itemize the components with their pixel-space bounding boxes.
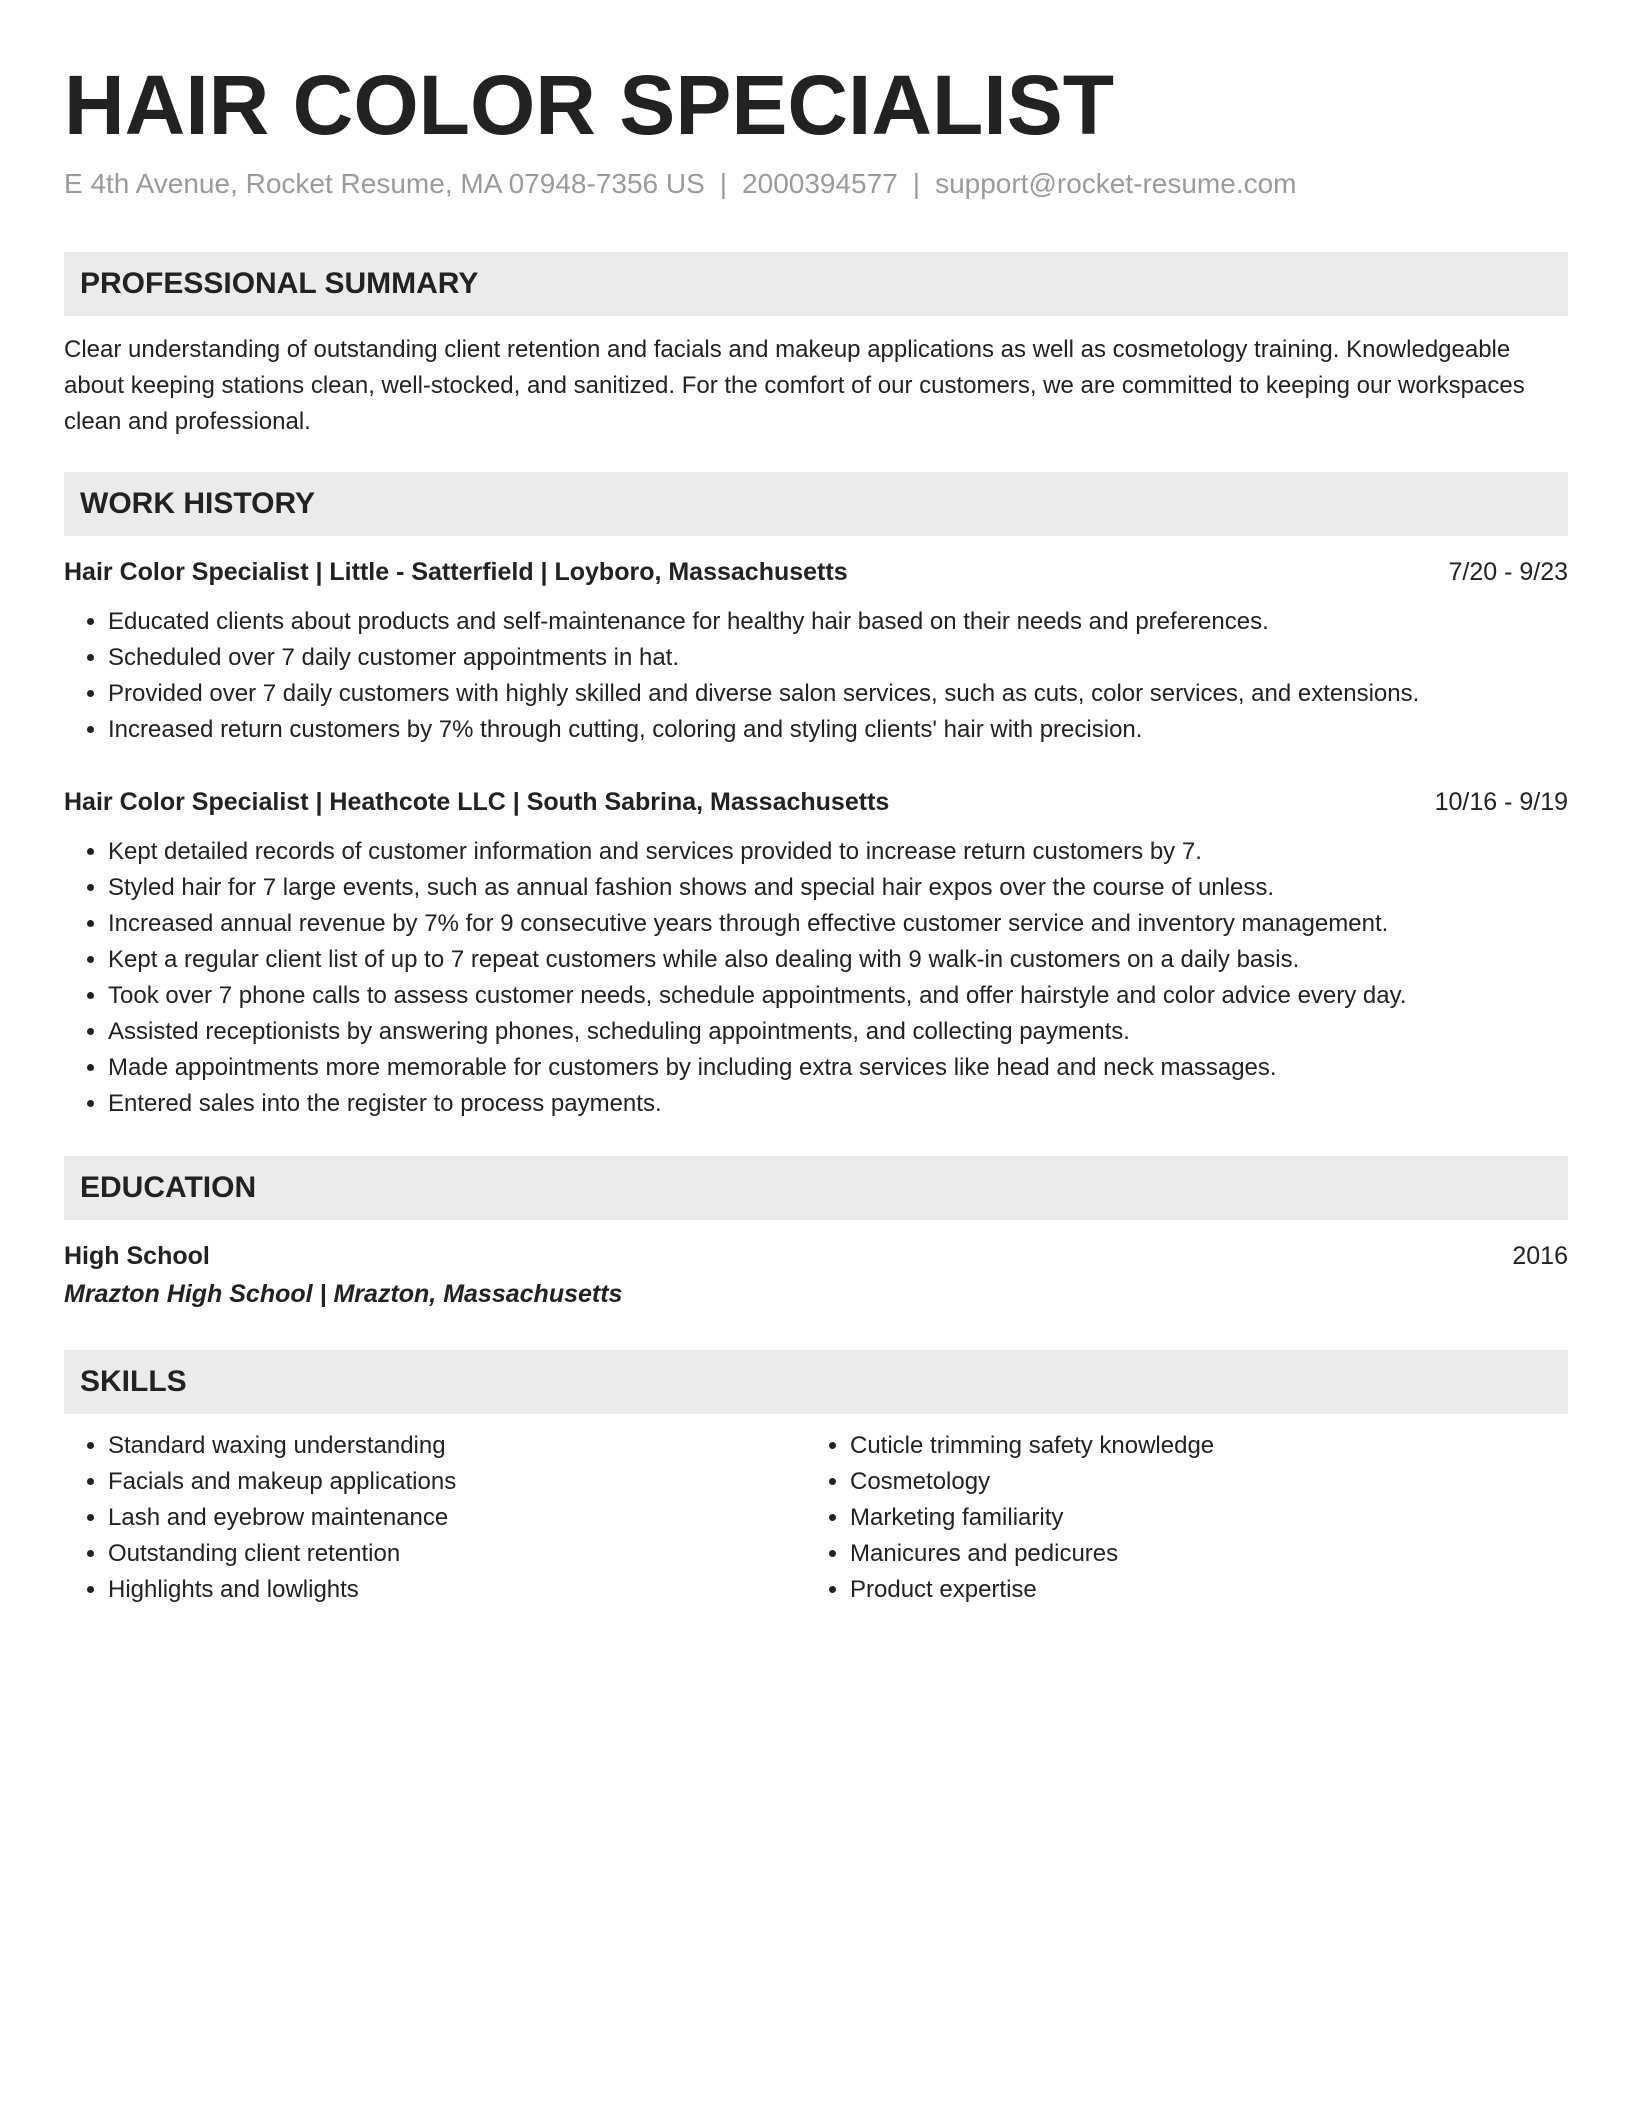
job-bullet: • Made appointments more memorable for customers by including extra services like head and neck massages. bbox=[108, 1050, 1568, 1086]
job-bullet: • Educated clients about products and self-maintenance for healthy hair based on their needs and preferences. bbox=[108, 604, 1568, 640]
skill-item: • Marketing familiarity bbox=[850, 1500, 1548, 1536]
skills-list-left bbox=[64, 1428, 806, 1608]
job-dates: 10/16 - 9/19 bbox=[1434, 788, 1568, 816]
job-header bbox=[64, 784, 1568, 820]
contact-line bbox=[64, 166, 1568, 202]
job-bullet: • Kept a regular client list of up to 7 repeat customers while also dealing with 9 walk-in customers on a daily basis. bbox=[108, 942, 1568, 978]
job-bullet-list bbox=[64, 604, 1568, 748]
section-heading-summary: PROFESSIONAL SUMMARY bbox=[64, 252, 1568, 316]
job-bullet: • Took over 7 phone calls to assess customer needs, schedule appointments, and offer hairstyle and color advice every day. bbox=[108, 978, 1568, 1014]
skill-item: • Manicures and pedicures bbox=[850, 1536, 1548, 1572]
job-entry bbox=[64, 554, 1568, 748]
section-heading-work-history: WORK HISTORY bbox=[64, 472, 1568, 536]
job-dates: 7/20 - 9/23 bbox=[1448, 558, 1568, 586]
job-bullet: • Entered sales into the register to process payments. bbox=[108, 1086, 1568, 1122]
section-heading-education: EDUCATION bbox=[64, 1156, 1568, 1220]
education-degree: High School bbox=[64, 1242, 210, 1270]
contact-separator: | bbox=[719, 168, 728, 199]
education-year: 2016 bbox=[1512, 1242, 1568, 1270]
education-school: Mrazton High School | Mrazton, Massachusetts bbox=[64, 1280, 623, 1308]
education-entry bbox=[64, 1238, 1568, 1274]
job-bullet: • Assisted receptionists by answering phones, scheduling appointments, and collecting payments. bbox=[108, 1014, 1568, 1050]
skill-item: • Facials and makeup applications bbox=[108, 1464, 806, 1500]
skill-item: • Cosmetology bbox=[850, 1464, 1548, 1500]
contact-phone: 2000394577 bbox=[742, 168, 898, 199]
skill-item: • Product expertise bbox=[850, 1572, 1548, 1608]
summary-text: Clear understanding of outstanding client retention and facials and makeup applications as well as cosmetology training. Knowledgeable about keeping stations clean, well-stocked, and sanitized. For the comfort of our customers, we are committed to keeping our workspaces clean and professional. bbox=[64, 336, 1525, 435]
resume-page bbox=[64, 0, 1568, 1608]
job-bullet: • Increased return customers by 7% through cutting, coloring and styling clients' hair with precision. bbox=[108, 712, 1568, 748]
section-heading-skills: SKILLS bbox=[64, 1350, 1568, 1414]
skill-item: • Outstanding client retention bbox=[108, 1536, 806, 1572]
job-title: Hair Color Specialist | Little - Satterfield | Loyboro, Massachusetts bbox=[64, 558, 848, 586]
skill-item: • Standard waxing understanding bbox=[108, 1428, 806, 1464]
contact-email: support@rocket-resume.com bbox=[935, 168, 1297, 199]
job-header bbox=[64, 554, 1568, 590]
contact-address: E 4th Avenue, Rocket Resume, MA 07948-7356 US bbox=[64, 168, 705, 199]
job-entry bbox=[64, 784, 1568, 1122]
job-bullet: • Scheduled over 7 daily customer appointments in hat. bbox=[108, 640, 1568, 676]
job-bullet-list bbox=[64, 834, 1568, 1122]
contact-separator: | bbox=[912, 168, 921, 199]
skill-item: • Lash and eyebrow maintenance bbox=[108, 1500, 806, 1536]
skills-list-right bbox=[806, 1428, 1548, 1608]
job-bullet: • Styled hair for 7 large events, such as annual fashion shows and special hair expos over the course of unless. bbox=[108, 870, 1568, 906]
skills-columns bbox=[64, 1428, 1568, 1608]
job-bullet: • Provided over 7 daily customers with highly skilled and diverse salon services, such as cuts, color services, and extensions. bbox=[108, 676, 1568, 712]
skill-item: • Cuticle trimming safety knowledge bbox=[850, 1428, 1548, 1464]
resume-name: HAIR COLOR SPECIALIST bbox=[64, 58, 1115, 152]
skill-item: • Highlights and lowlights bbox=[108, 1572, 806, 1608]
job-bullet: • Kept detailed records of customer information and services provided to increase return customers by 7. bbox=[108, 834, 1568, 870]
job-title: Hair Color Specialist | Heathcote LLC | South Sabrina, Massachusetts bbox=[64, 788, 890, 816]
job-bullet: • Increased annual revenue by 7% for 9 consecutive years through effective customer service and inventory management. bbox=[108, 906, 1568, 942]
